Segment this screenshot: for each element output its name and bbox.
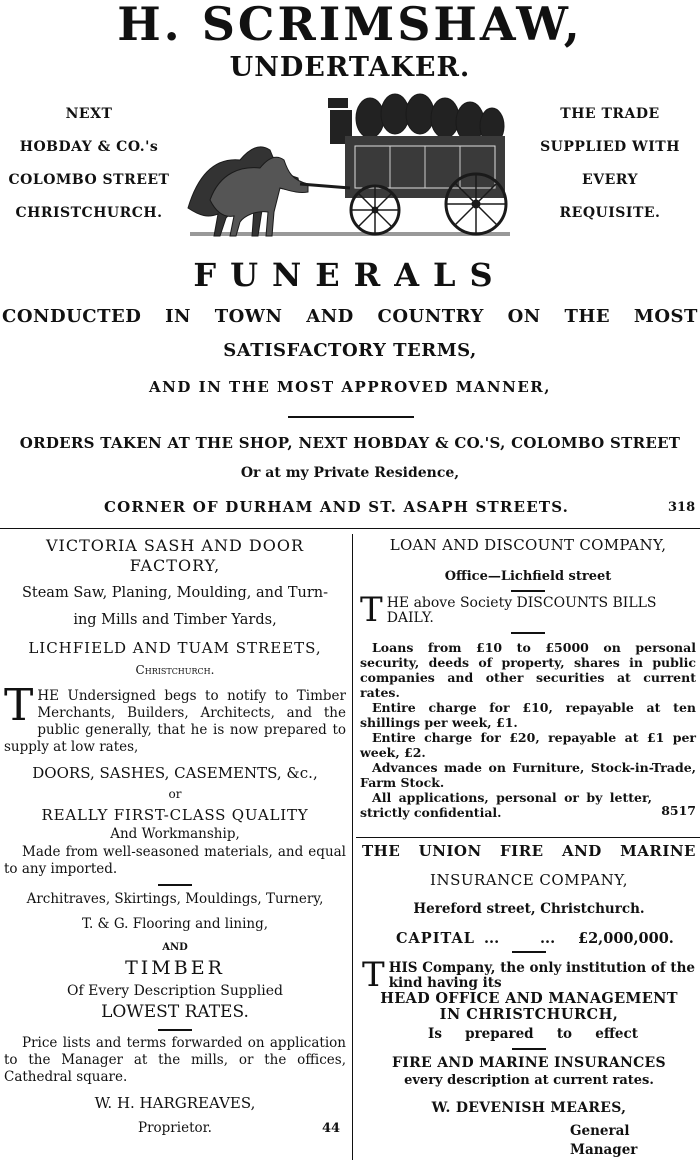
architraves-line: Architraves, Skirtings, Mouldings, Turnery, [26, 891, 324, 907]
union-title-line1 [362, 842, 696, 861]
section-rule [0, 528, 700, 529]
streets-line: LICHFIELD AND TUAM STREETS, [28, 639, 322, 657]
word: Is [428, 1026, 442, 1042]
left-line: NEXT [65, 106, 113, 122]
funerals-line1 [2, 306, 698, 327]
mills-line: Steam Saw, Planing, Moulding, and Turn- [21, 585, 329, 601]
orders-line: ORDERS TAKEN AT THE SHOP, NEXT HOBDAY & CO.'S, COLOMBO STREET [19, 434, 681, 452]
manager-role: General Manager [570, 1123, 638, 1158]
funerals-heading: FUNERALS [193, 256, 507, 294]
fire-marine-line: FIRE AND MARINE INSURANCES [392, 1055, 666, 1071]
price-line: Price lists and terms forwarded on application to the Manager at the mills, or the offices, Cathedral square. [4, 1035, 346, 1085]
divider [512, 1048, 546, 1050]
timber-line: TIMBER [125, 957, 225, 979]
word: COUNTRY [377, 306, 484, 327]
dropcap: T [362, 955, 385, 995]
loan-title: LOAN AND DISCOUNT COMPANY, [389, 536, 667, 554]
workmanship-line: And Workmanship, [110, 826, 240, 842]
advertiser-trade: UNDERTAKER. [229, 52, 471, 83]
or-line: or [168, 787, 182, 801]
dropcap: T [4, 680, 34, 731]
ad-number: 318 [668, 500, 696, 515]
private-residence-line: Or at my Private Residence, [240, 465, 460, 481]
divider [511, 632, 545, 634]
right-line: THE TRADE [560, 106, 660, 122]
body-text: HIS Company, the only institution of the kind having its [388, 960, 696, 991]
word: AND [306, 306, 354, 327]
divider [158, 1029, 192, 1031]
left-line: CHRISTCHURCH. [15, 205, 163, 221]
advertiser-name: H. SCRIMSHAW, [117, 0, 583, 51]
word: FIRE [500, 842, 544, 860]
loan-lead [360, 590, 696, 630]
loan-charge: Entire charge for £10, repayable at ten shillings per week, £1. [360, 700, 696, 730]
word: TOWN [214, 306, 283, 327]
materials-line: Made from well-seasoned materials, and equal to any imported. [4, 844, 346, 877]
word: effect [595, 1026, 638, 1042]
ad-number: 8517 [661, 803, 696, 818]
capital-label: CAPITAL [396, 930, 475, 947]
loan-office: Office—Lichfield street [444, 569, 612, 584]
funerals-line3: AND IN THE MOST APPROVED MANNER, [149, 378, 551, 396]
head-office-line: HEAD OFFICE AND MANAGEMENT [380, 990, 678, 1007]
word: IN [165, 306, 191, 327]
word: to [556, 1026, 573, 1042]
union-address: Hereford street, Christchurch. [413, 901, 645, 917]
word: AND [561, 842, 602, 860]
body-text: HE Undersigned begs to notify to Timber Merchants, Builders, Architects, and the public generally, that he is now prepared to supply at low rates, [4, 688, 346, 755]
flooring-line: T. & G. Flooring and lining, [81, 916, 269, 932]
loan-terms: Loans from £10 to £5000 on personal security, deeds of property, shares in public companies and other securities at current rates. [360, 640, 696, 700]
loan-advances: Advances made on Furniture, Stock-in-Trade, Farm Stock. [360, 760, 696, 790]
divider [511, 590, 545, 592]
word: ON [507, 306, 541, 327]
loan-charge: Entire charge for £20, repayable at £1 per week, £2. [360, 730, 696, 760]
horse-drawn-hearse-engraving-icon [180, 88, 520, 248]
capital-value: £2,000,000. [578, 930, 674, 947]
doors-line: DOORS, SASHES, CASEMENTS, &c., [32, 764, 318, 782]
divider [512, 951, 546, 953]
every-desc-line: Of Every Description Supplied [67, 983, 283, 999]
loan-ad [360, 536, 696, 820]
lead-text: HE above Society DISCOUNTS BILLS DAILY. [386, 595, 657, 626]
victoria-ad [4, 536, 346, 1139]
capital-dots: ... [484, 930, 500, 947]
and-line: AND [162, 942, 188, 953]
loan-applications: All applications, personal or by letter, strictly confidential. [360, 790, 652, 820]
word: MOST [633, 306, 698, 327]
proprietor-row [4, 1119, 346, 1139]
proprietor-name: W. H. HARGREAVES, [94, 1094, 256, 1112]
left-line: HOBDAY & CO.'s [19, 139, 159, 155]
right-trade-block [520, 98, 700, 230]
dropcap: T [360, 590, 383, 630]
right-section-rule [356, 837, 700, 838]
ad-number: 44 [322, 1121, 341, 1136]
union-title-line2: INSURANCE COMPANY, [430, 871, 628, 889]
word: UNION [418, 842, 482, 860]
capital-dots: ... [540, 930, 556, 947]
union-body [362, 955, 696, 995]
left-address-block [0, 98, 178, 230]
manager-name: W. DEVENISH MEARES, [431, 1100, 627, 1116]
word: prepared [465, 1026, 534, 1042]
capital-line [362, 929, 696, 949]
right-line: SUPPLIED WITH [540, 139, 680, 155]
victoria-title: FACTORY, [129, 556, 221, 575]
word: MARINE [620, 842, 696, 860]
proprietor-role: Proprietor. [138, 1120, 212, 1136]
divider [288, 416, 414, 418]
word: CONDUCTED [2, 306, 142, 327]
union-ad [362, 842, 696, 1160]
left-line: COLOMBO STREET [8, 172, 170, 188]
mills-line: ing Mills and Timber Yards, [73, 612, 277, 628]
loan-applications-row [360, 790, 696, 820]
word: THE [362, 842, 401, 860]
city-line: Christchurch. [135, 663, 215, 677]
head-office-line: IN CHRISTCHURCH, [439, 1006, 619, 1023]
word: THE [564, 306, 611, 327]
lowest-rates-line: LOWEST RATES. [101, 1002, 249, 1022]
victoria-body [4, 680, 346, 756]
divider [158, 884, 192, 886]
prepared-line [362, 1025, 696, 1044]
victoria-title: VICTORIA SASH AND DOOR [45, 536, 304, 555]
quality-line: REALLY FIRST-CLASS QUALITY [41, 806, 309, 824]
column-rule [352, 534, 353, 1160]
right-line: EVERY [582, 172, 638, 188]
funerals-line2: SATISFACTORY TERMS, [223, 340, 477, 361]
corner-line: CORNER OF DURHAM AND ST. ASAPH STREETS. [104, 498, 570, 516]
every-desc-line: every description at current rates. [404, 1073, 654, 1088]
right-line: REQUISITE. [559, 205, 661, 221]
